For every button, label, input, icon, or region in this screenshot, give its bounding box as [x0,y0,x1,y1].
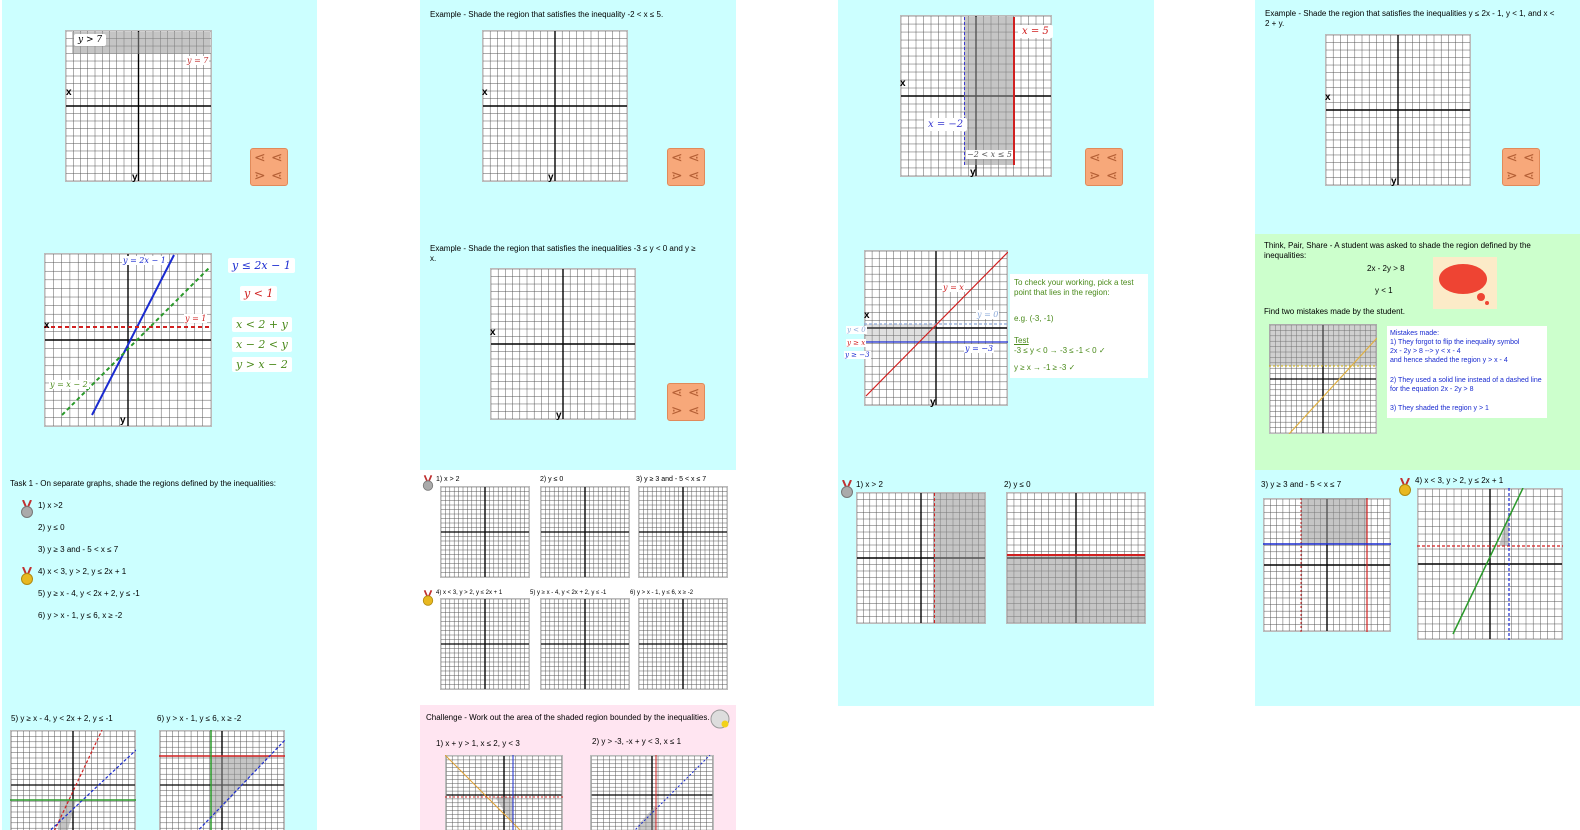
task-item-6: 6) y > x - 1, y ≤ 6, x ≥ -2 [38,611,123,620]
ineq-box-3b: x − 2 < y [232,337,292,352]
test-line-2: y ≥ x → -1 ≥ -3 ✓ [1014,363,1076,372]
axis-x-label: x [864,310,870,321]
mistake-2: 2) They used a solid line instead of a dashed line for the equation 2x - 2y > 8 [1390,377,1542,393]
medal-silver-icon [20,500,34,518]
label-y-gt-7: y > 7 [74,34,106,46]
label-y-lt-0: y < 0 [847,326,866,334]
task-item-5: 5) y ≥ x - 4, y < 2x + 2, y ≤ -1 [38,589,140,598]
label-y-ge-x: y ≥ x [847,339,866,347]
medal-gold-icon [20,567,34,585]
line-y-0 [1007,554,1145,556]
slide-1-task [2,470,317,830]
graph-ex1 [482,30,628,182]
line-x-5 [1013,17,1015,165]
blank-grid-2 [540,486,630,578]
ineq-box-1: y ≤ 2x − 1 [228,258,295,273]
label-y-eq-neg3: y = −3 [965,344,994,353]
challenge-1-lines [445,755,563,830]
mistake-3: 3) They shaded the region y > 1 [1390,405,1489,412]
ans1-title: 1) x > 2 [856,480,883,489]
ans6-title: 6) y > x - 1, y ≤ 6, x ≥ -2 [157,714,242,723]
blank-grid-4 [440,598,530,690]
blank-grid-5 [540,598,630,690]
axis-y-label: y [556,410,562,421]
shaded-region [964,17,1014,165]
task1-title: Task 1 - On separate graphs, shade the regions defined by the inequalities: [10,479,276,488]
blank-grid-1 [440,486,530,578]
medal-silver-icon [840,480,854,498]
slide-1-top [2,0,317,470]
slide-2-top [420,0,736,470]
nav-button[interactable]: ⋖ ⋖ ⋗ ⋖ [1502,148,1540,186]
axis-x-label: x [44,320,50,331]
slide-2-challenge [420,705,736,830]
label-y-eq-0: y = 0 [977,310,999,319]
line-green [62,267,210,415]
ans3-lines [1263,498,1391,632]
grid-title-4: 4) x < 3, y > 2, y ≤ 2x + 1 [436,590,503,596]
medal-gold-icon [1398,478,1412,496]
label-y-ge-neg3: y ≥ −3 [845,351,870,359]
check-text: To check your working, pick a test point that lies in the region: [1014,278,1134,297]
check-panel [1010,274,1148,378]
medal-gold-icon [422,590,434,606]
medal-silver-icon [422,475,434,491]
axis-y-label: y [1391,176,1397,187]
task-item-2: 2) y ≤ 0 [38,523,65,532]
example2-title: Example - Shade the region that satisfies the inequalities -3 ≤ y < 0 and y ≥ x. [430,244,696,263]
tps-find: Find two mistakes made by the student. [1264,307,1405,316]
label-green-line: y = x − 2 [50,380,88,389]
graph-ex [1325,34,1471,186]
ineq-box-2: y < 1 [240,286,277,301]
label-x-5: x = 5 [1018,25,1053,38]
shaded-region [934,493,985,623]
axis-y-label: y [120,415,126,426]
mistakes-head: Mistakes made: [1390,330,1440,337]
slide-2-grids [420,470,736,702]
blank-grid-3 [638,486,728,578]
graph-ex2 [490,268,636,420]
grid-title-5: 5) y ≥ x - 4, y < 2x + 2, y ≤ -1 [530,590,607,596]
nav-button[interactable]: ⋖ ⋖ ⋗ ⋖ [667,383,705,421]
line-blue [92,255,174,415]
grid-title-2: 2) y ≤ 0 [540,476,564,483]
graph-lines [44,253,212,427]
tps-ineq-2: y < 1 [1375,286,1393,295]
example1-title: Example - Shade the region that satisfies the inequality -2 < x ≤ 5. [430,10,664,19]
ans4-lines [1417,488,1563,640]
ans5-title: 5) y ≥ x - 4, y < 2x + 2, y ≤ -1 [11,714,113,723]
slide-3-top [838,0,1154,470]
blank-grid-6 [638,598,728,690]
test-line-1: -3 ≤ y < 0 → -3 ≤ -1 < 0 ✓ [1014,346,1106,355]
axis-y-label: y [548,172,554,183]
ineq-box-3a: x < 2 + y [232,317,292,332]
ans5-lines [10,730,136,830]
grid-title-6: 6) y > x - 1, y ≤ 6, x ≥ -2 [630,590,694,596]
slide-4-answers [1255,470,1580,706]
mistake-1b: 2x - 2y > 8 --> y < x - 4 [1390,348,1461,355]
region-lines [864,250,1008,406]
thought-bubble-icon [1433,257,1497,309]
label-x-neg2: x = −2 [924,118,967,131]
axis-y-label: y [970,167,976,178]
slide-4-top [1255,0,1580,234]
challenge-2-lines [590,755,714,830]
example-title: Example - Shade the region that satisfies the inequalities y ≤ 2x - 1, y < 1, and x < 2 + y. [1265,9,1555,28]
slide-3-answers [838,470,1154,706]
mistake-1a: 1) They forgot to flip the inequality symbol [1390,339,1520,346]
ineq-box-3c: y > x − 2 [232,357,292,372]
label-blue-line: y = 2x − 1 [123,256,166,265]
slide-4-tps [1255,234,1580,470]
axis-y-label: y [930,397,936,408]
challenge-title: Challenge - Work out the area of the shaded region bounded by the inequalities. [426,713,710,722]
axis-x-label: x [1325,92,1331,103]
student-lines [1269,324,1377,434]
nav-button[interactable]: ⋖ ⋖ ⋗ ⋖ [250,148,288,186]
ans3-title: 3) y ≥ 3 and - 5 < x ≤ 7 [1261,480,1342,489]
task-item-1: 1) x >2 [38,501,63,510]
tps-ineq-1: 2x - 2y > 8 [1367,264,1405,273]
nav-button[interactable]: ⋖ ⋖ ⋗ ⋖ [667,148,705,186]
label-y-eq-x: y = x [943,283,964,292]
axis-x-label: x [900,78,906,89]
task-item-4: 4) x < 3, y > 2, y ≤ 2x + 1 [38,567,127,576]
mistake-1c: and hence shaded the region y > x - 4 [1390,357,1508,364]
nav-button[interactable]: ⋖ ⋖ ⋗ ⋖ [1085,148,1123,186]
ans6-lines [159,730,285,830]
grid-title-1: 1) x > 2 [436,476,460,483]
timer-icon[interactable] [710,709,730,729]
axis-x-label: x [66,87,72,98]
challenge-1: 1) x + y > 1, x ≤ 2, y < 3 [436,739,520,748]
line-x-neg2 [964,17,965,165]
challenge-2: 2) y > -3, -x + y < 3, x ≤ 1 [592,737,682,746]
task-item-3: 3) y ≥ 3 and - 5 < x ≤ 7 [38,545,119,554]
test-heading: Test [1014,336,1029,345]
mistakes-panel [1387,326,1547,418]
line-x-2 [934,493,935,623]
label-y-eq-7: y = 7 [187,56,209,65]
tps-title: Think, Pair, Share - A student was asked to shade the region defined by the inequalities: [1264,241,1531,260]
axis-x-label: x [482,87,488,98]
label-range: −2 < x ≤ 5 [967,150,1012,159]
ans4-title: 4) x < 3, y > 2, y ≤ 2x + 1 [1415,476,1504,485]
axis-y-label: y [132,172,138,183]
label-red-line: y = 1 [185,314,207,323]
eg-text: e.g. (-3, -1) [1014,314,1054,323]
ans2-title: 2) y ≤ 0 [1004,480,1031,489]
shaded-region [1007,554,1145,623]
axis-x-label: x [490,327,496,338]
grid-title-3: 3) y ≥ 3 and - 5 < x ≤ 7 [636,476,707,483]
